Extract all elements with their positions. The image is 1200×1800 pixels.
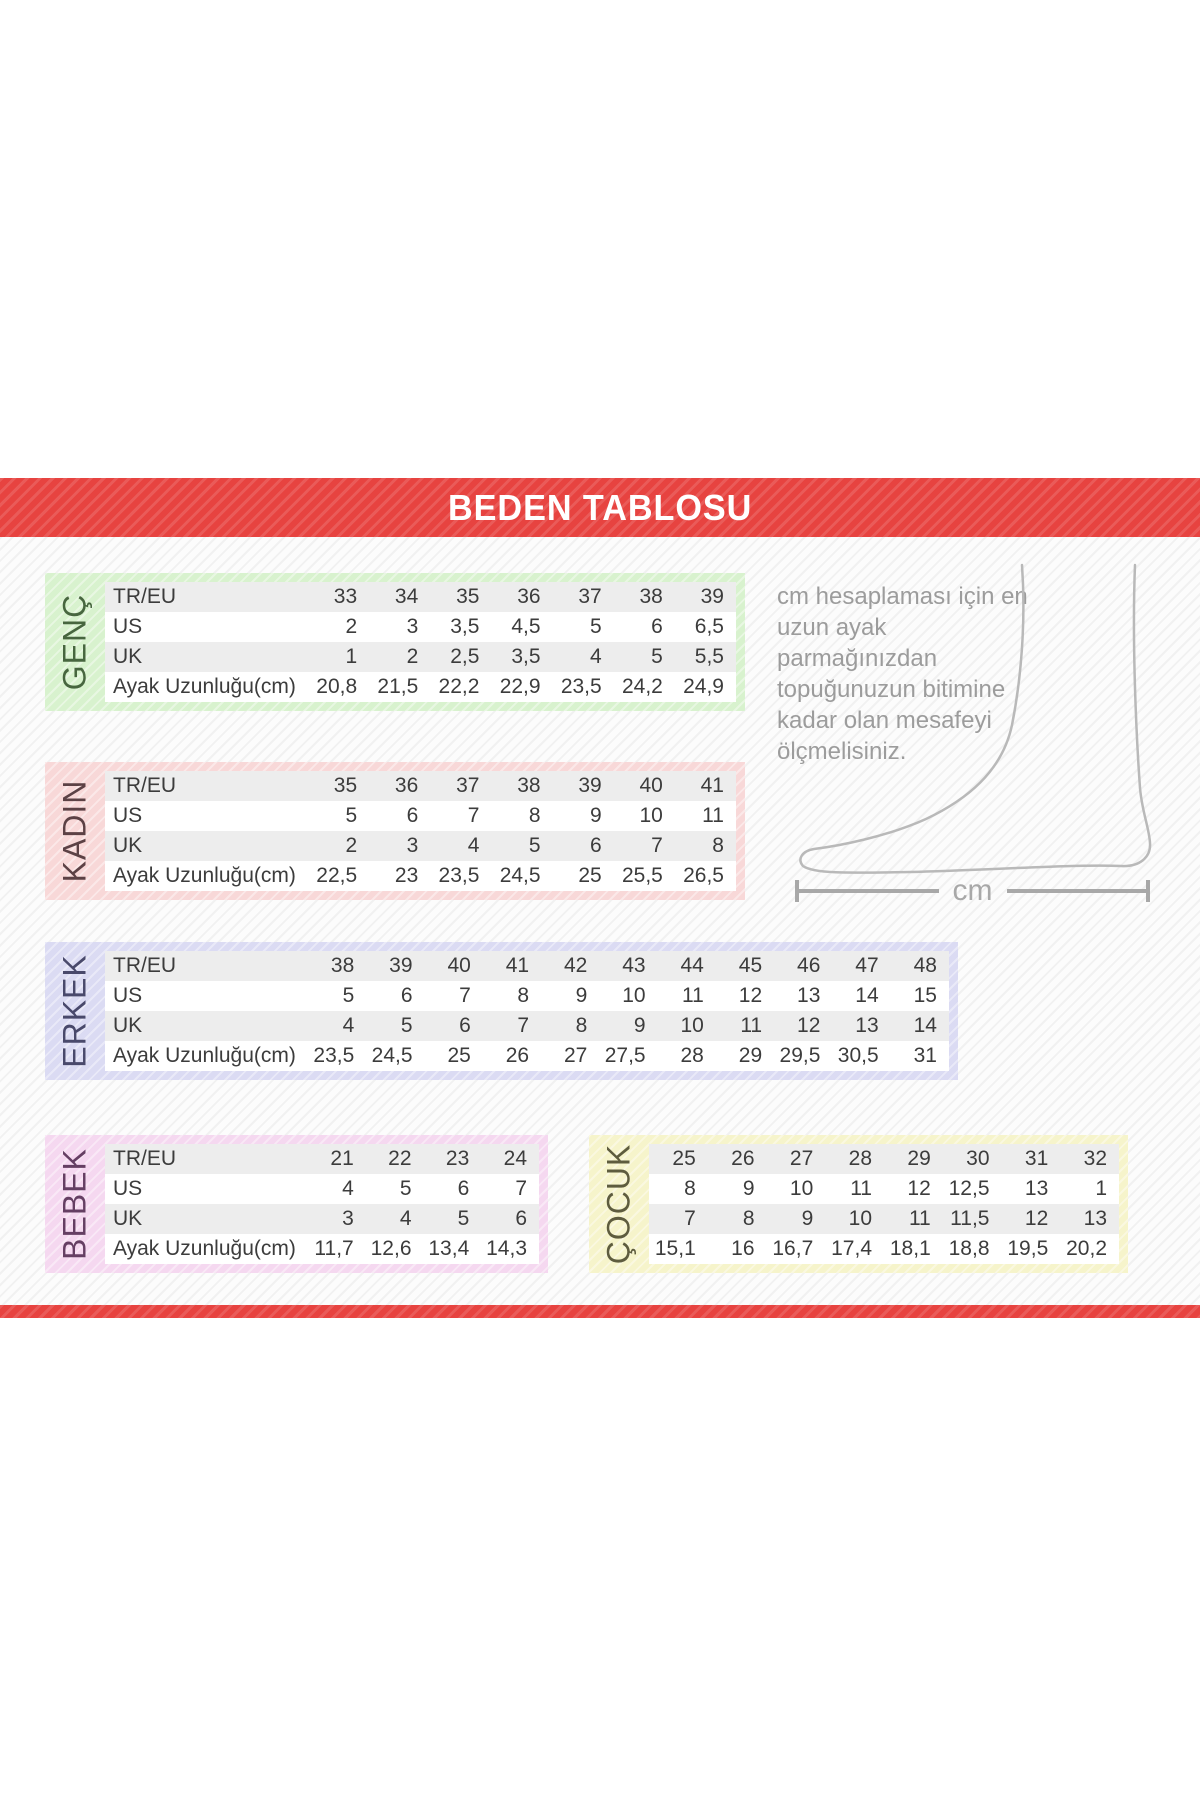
size-value: 43 [622,954,646,977]
size-value: 5 [342,984,355,1007]
size-value: 45 [738,954,763,977]
size-value: 8 [528,804,541,827]
category-label-strip [45,1144,105,1264]
size-value: 14 [913,1014,937,1037]
bottom-red-strip [0,1305,1200,1318]
size-value: 41 [505,954,530,977]
size-value: 11 [702,804,724,827]
size-value: 1 [1095,1177,1107,1200]
size-table-body [105,771,736,891]
size-value: 7 [517,1014,530,1037]
size-value: 20,8 [316,675,358,698]
size-value: 15 [913,984,937,1007]
size-value: 9 [575,984,588,1007]
size-value: 8 [517,984,530,1007]
size-value: 12 [1024,1207,1049,1230]
size-value: 3,5 [511,645,541,668]
size-value: 40 [447,954,471,977]
row-label: Ayak Uzunluğu(cm) [113,864,296,887]
size-value: 10 [622,984,646,1007]
size-value: 2 [406,645,419,668]
size-row [105,1011,949,1041]
size-table-body [649,1144,1119,1264]
size-table-body [105,951,949,1071]
size-value: 8 [742,1207,755,1230]
size-value: 25 [578,864,602,887]
size-value: 31 [913,1044,937,1067]
size-table-erkek [45,942,958,1080]
size-value: 12,5 [948,1177,990,1200]
row-label: Ayak Uzunluğu(cm) [113,1044,296,1067]
size-value: 23,5 [560,675,602,698]
row-label: UK [113,645,143,668]
size-value: 5 [528,834,541,857]
size-value: 19,5 [1007,1237,1049,1260]
size-value: 36 [517,585,541,608]
size-value: 5,5 [694,645,724,668]
size-value: 42 [563,954,588,977]
measure-segment [799,889,939,893]
size-value: 9 [590,804,602,827]
size-value: 7 [651,834,663,857]
size-value: 16,7 [772,1237,814,1260]
table-category-label: BEBEK [56,1148,93,1260]
size-table-kadin [45,762,745,900]
size-value: 18,1 [889,1237,931,1260]
size-value: 6 [406,804,419,827]
size-value: 12 [907,1177,931,1200]
size-value: 27,5 [604,1044,646,1067]
foot-illustration [790,560,1160,910]
size-value: 29,5 [779,1044,821,1067]
size-value: 22 [388,1147,412,1170]
size-value: 30,5 [837,1044,879,1067]
size-row [105,1041,949,1071]
instruction-line: uzun ayak parmağınızdan [777,614,938,672]
size-value: 23,5 [438,864,480,887]
size-value: 39 [700,585,724,608]
size-value: 7 [684,1207,696,1230]
size-row [105,1204,539,1234]
size-value: 21 [330,1147,354,1170]
size-value: 28 [848,1147,872,1170]
size-row [105,771,736,801]
size-value: 11,5 [950,1207,990,1230]
size-value: 24 [503,1147,527,1170]
size-value: 39 [389,954,413,977]
size-value: 4 [342,1177,354,1200]
row-label: Ayak Uzunluğu(cm) [113,675,296,698]
size-value: 25 [447,1044,471,1067]
measure-segment [1007,889,1147,893]
size-value: 10 [639,804,663,827]
size-value: 35 [333,774,358,797]
size-value: 26,5 [683,864,724,887]
size-table-bebek [45,1135,548,1273]
size-value: 11 [682,984,704,1007]
size-value: 1 [345,645,358,668]
size-value: 24,2 [621,675,663,698]
size-value: 29 [738,1044,763,1067]
size-value: 14,3 [486,1237,527,1260]
foot-outline-icon [790,560,1160,875]
size-value: 48 [913,954,937,977]
size-value: 17,4 [831,1237,872,1260]
size-value: 20,2 [1066,1237,1107,1260]
size-value: 4 [399,1207,412,1230]
size-value: 8 [712,834,724,857]
size-value: 46 [797,954,821,977]
size-value: 11 [908,1207,931,1230]
size-value: 25 [672,1147,696,1170]
size-value: 44 [680,954,704,977]
cm-unit-label: cm [952,874,993,907]
size-value: 6 [651,615,663,638]
size-value: 34 [394,585,419,608]
size-row [649,1234,1119,1264]
size-value: 24,9 [683,675,724,698]
table-category-label: ÇOCUK [600,1143,637,1265]
size-row [105,1234,539,1264]
size-value: 7 [467,804,480,827]
title-banner [0,478,1200,537]
size-value: 11 [740,1014,763,1037]
size-value: 38 [639,585,663,608]
row-label: TR/EU [113,774,176,797]
size-value: 24,5 [499,864,541,887]
size-value: 4,5 [511,615,541,638]
instruction-line: cm hesaplaması için en [777,583,1028,610]
size-value: 13 [1083,1207,1107,1230]
size-value: 9 [742,1177,755,1200]
measure-end-cap [1146,880,1150,902]
size-row [105,1144,539,1174]
size-row [105,801,736,831]
size-table-body [105,582,736,702]
size-row [105,861,736,891]
size-value: 10 [848,1207,872,1230]
size-value: 9 [801,1207,814,1230]
size-value: 5 [400,1014,413,1037]
size-value: 13 [1024,1177,1049,1200]
row-label: US [113,1177,143,1200]
size-table-body [105,1144,539,1264]
row-label: UK [113,834,143,857]
size-value: 6 [400,984,413,1007]
size-value: 12,6 [370,1237,412,1260]
size-value: 14 [855,984,879,1007]
size-value: 41 [700,774,724,797]
instruction-line: kadar olan mesafeyi [777,707,992,734]
size-value: 13,4 [428,1237,470,1260]
size-value: 3 [342,1207,354,1230]
size-value: 40 [639,774,663,797]
size-value: 3 [406,834,419,857]
size-row [105,612,736,642]
size-value: 29 [907,1147,931,1170]
size-value: 22,2 [438,675,480,698]
size-value: 7 [515,1177,527,1200]
table-category-label: GENÇ [56,593,93,691]
size-value: 3,5 [450,615,480,638]
size-value: 47 [855,954,879,977]
row-label: US [113,615,143,638]
size-value: 6 [457,1177,470,1200]
size-value: 2 [345,834,358,857]
size-value: 12 [797,1014,821,1037]
size-value: 9 [633,1014,646,1037]
size-value: 31 [1024,1147,1049,1170]
size-value: 22,9 [499,675,541,698]
size-value: 8 [684,1177,696,1200]
size-value: 12 [738,984,763,1007]
size-value: 23 [394,864,419,887]
size-value: 2,5 [450,645,480,668]
size-value: 27 [789,1147,814,1170]
size-value: 39 [578,774,602,797]
size-row [105,981,949,1011]
size-value: 25,5 [621,864,663,887]
instruction-line: topuğunuzun bitimine [777,676,1006,703]
size-value: 13 [797,984,821,1007]
page-title: BEDEN TABLOSU [447,486,753,528]
size-row [105,951,949,981]
size-value: 7 [459,984,471,1007]
category-label-strip [589,1144,649,1264]
size-row [105,582,736,612]
size-row [105,831,736,861]
size-value: 5 [457,1207,470,1230]
size-value: 15,1 [654,1237,696,1260]
size-value: 10 [680,1014,704,1037]
size-row [649,1144,1119,1174]
size-row [105,1174,539,1204]
size-value: 23,5 [313,1044,355,1067]
size-value: 4 [590,645,602,668]
row-label: Ayak Uzunluğu(cm) [113,1237,296,1260]
size-value: 37 [456,774,480,797]
row-label: US [113,984,143,1007]
size-value: 4 [467,834,480,857]
size-row [105,672,736,702]
size-value: 38 [517,774,541,797]
category-label-strip [45,582,105,702]
size-value: 38 [330,954,355,977]
size-value: 3 [406,615,419,638]
size-value: 10 [789,1177,814,1200]
row-label: TR/EU [113,954,176,977]
size-table-genc [45,573,745,711]
size-row [105,642,736,672]
size-value: 5 [590,615,602,638]
size-value: 6 [459,1014,471,1037]
size-value: 32 [1083,1147,1107,1170]
size-row [649,1174,1119,1204]
size-value: 5 [345,804,358,827]
instruction-line: ölçmelisiniz. [777,738,907,765]
category-label-strip [45,951,105,1071]
size-value: 37 [578,585,602,608]
size-value: 16 [731,1237,755,1260]
size-value: 24,5 [371,1044,413,1067]
size-value: 30 [966,1147,990,1170]
size-value: 18,8 [948,1237,990,1260]
size-value: 36 [394,774,419,797]
size-value: 5 [651,645,663,668]
size-value: 35 [456,585,480,608]
size-value: 21,5 [377,675,419,698]
size-value: 33 [333,585,358,608]
row-label: UK [113,1207,143,1230]
size-value: 4 [342,1014,355,1037]
table-category-label: KADIN [56,779,93,883]
size-value: 26 [731,1147,755,1170]
size-value: 5 [399,1177,412,1200]
size-value: 6 [590,834,602,857]
size-value: 26 [505,1044,530,1067]
size-value: 13 [855,1014,879,1037]
size-value: 22,5 [316,864,358,887]
row-label: TR/EU [113,1147,176,1170]
cm-measure-line [795,874,1150,907]
row-label: TR/EU [113,585,176,608]
size-table-cocuk [589,1135,1128,1273]
size-value: 28 [680,1044,704,1067]
size-value: 23 [445,1147,470,1170]
category-label-strip [45,771,105,891]
size-row [649,1204,1119,1234]
size-value: 27 [563,1044,588,1067]
size-value: 6,5 [694,615,724,638]
table-category-label: ERKEK [56,954,93,1068]
size-value: 11 [850,1177,872,1200]
row-label: US [113,804,143,827]
size-value: 8 [575,1014,588,1037]
size-value: 6 [515,1207,527,1230]
row-label: UK [113,1014,143,1037]
size-value: 2 [345,615,358,638]
size-value: 11,7 [314,1237,354,1260]
